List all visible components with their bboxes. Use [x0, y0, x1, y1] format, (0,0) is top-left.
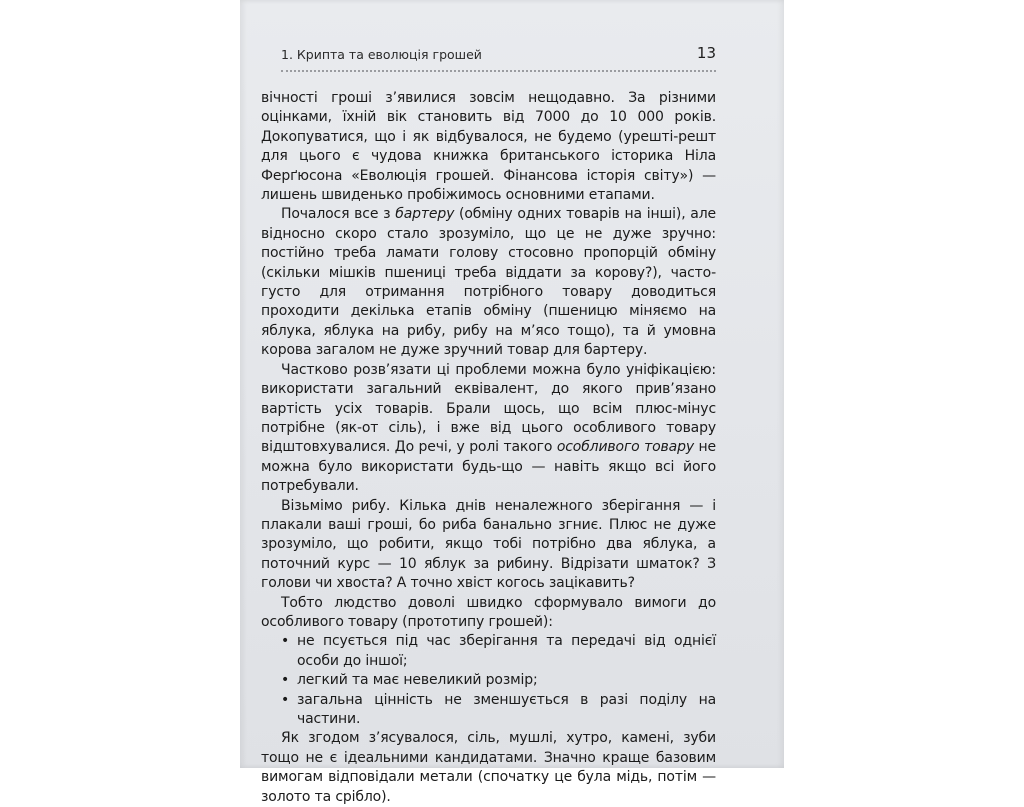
bullet-icon: • — [281, 672, 290, 689]
paragraph-2 — [261, 205, 716, 360]
body-text — [261, 89, 716, 807]
paragraph-4: Візьмімо рибу. Кілька днів неналежного зберігання — і плакали ваші гроші, бо риба банально згниє. Плюс не дуже зрозуміло, що робити, якщо тобі потрібно два яблука, а поточний курс — 10 яблук за рибину. Відрізати шматок? З голови чи хвоста? А точно хвіст когось зацікавить? — [261, 497, 716, 592]
list-item — [281, 691, 716, 730]
list-item-text: легкий та має невеликий розмір; — [297, 672, 538, 689]
paragraph-1: вічності гроші з’явилися зовсім нещодавно. За різними оцінками, їхній вік становить від 7000 до 10 000 років. Докопуватися, що і як відбувалося, не будемо (урешті-решт для цього є чудова книжка британського історика Ніла Ферґюсона «Еволюція грошей. Фінансова історія світу») — лишень швиденько пробіжимось основними етапами. — [261, 90, 716, 204]
bullet-icon: • — [281, 691, 290, 708]
paragraph-3 — [261, 361, 716, 497]
list-item — [281, 671, 716, 690]
page-number: 13 — [696, 44, 716, 62]
paragraph-5: Тобто людство доволі швидко сформувало вимоги до особливого товару (прототипу грошей): — [261, 594, 716, 630]
paragraph-3-start: Частково розв’язати ці проблеми можна було уніфікацією: використати загальний еквівалент, до якого прив’язано вартість усіх товарів. Брали щось, що всім плюс-мінус потрібне (як-от сіль), і вже від цього особливого товару відштовхувалися. До речі, у ролі такого — [261, 361, 716, 456]
chapter-title: 1. Крипта та еволюція грошей — [281, 47, 482, 62]
book-page — [240, 0, 784, 805]
paragraph-6: Як згодом з’ясувалося, сіль, мушлі, хутро, камені, зуби тощо не є ідеальними кандидатами. Значно краще базовим вимогам відповідали метали (спочатку це була мідь, потім — золото та срібло). — [261, 730, 716, 805]
paragraph-2-emphasis: бартеру — [395, 206, 455, 223]
bullet-icon: • — [281, 633, 290, 650]
running-head — [281, 44, 716, 68]
list-item-text: не псується під час зберігання та передачі від однієї особи до іншої; — [297, 633, 716, 669]
list-item — [281, 632, 716, 671]
header-dotted-rule — [281, 70, 716, 72]
paragraph-3-emphasis: особливого товару — [556, 439, 694, 456]
paragraph-2-end: (обміну одних товарів на інші), але відносно скоро стало зрозуміло, що це не дуже зручно: постійно треба ламати голову стосовно пропорцій обміну (скільки мішків пшениці треба віддати за корову?), часто-густо для отримання потрібного товару доводиться проходити декілька етапів обміну (пшеницю міняємо на яблука, яблука на рибу, рибу на м’ясо тощо), та й умовна корова загалом не дуже зручний товар для бартеру. — [261, 206, 717, 359]
requirements-list — [261, 632, 716, 729]
list-item-text: загальна цінність не зменшується в разі поділу на частини. — [297, 691, 716, 727]
paragraph-2-start: Почалося все з — [281, 206, 396, 223]
paragraph-3-end: не можна було використати будь-що — навіть якщо всі його потребували. — [261, 439, 716, 495]
